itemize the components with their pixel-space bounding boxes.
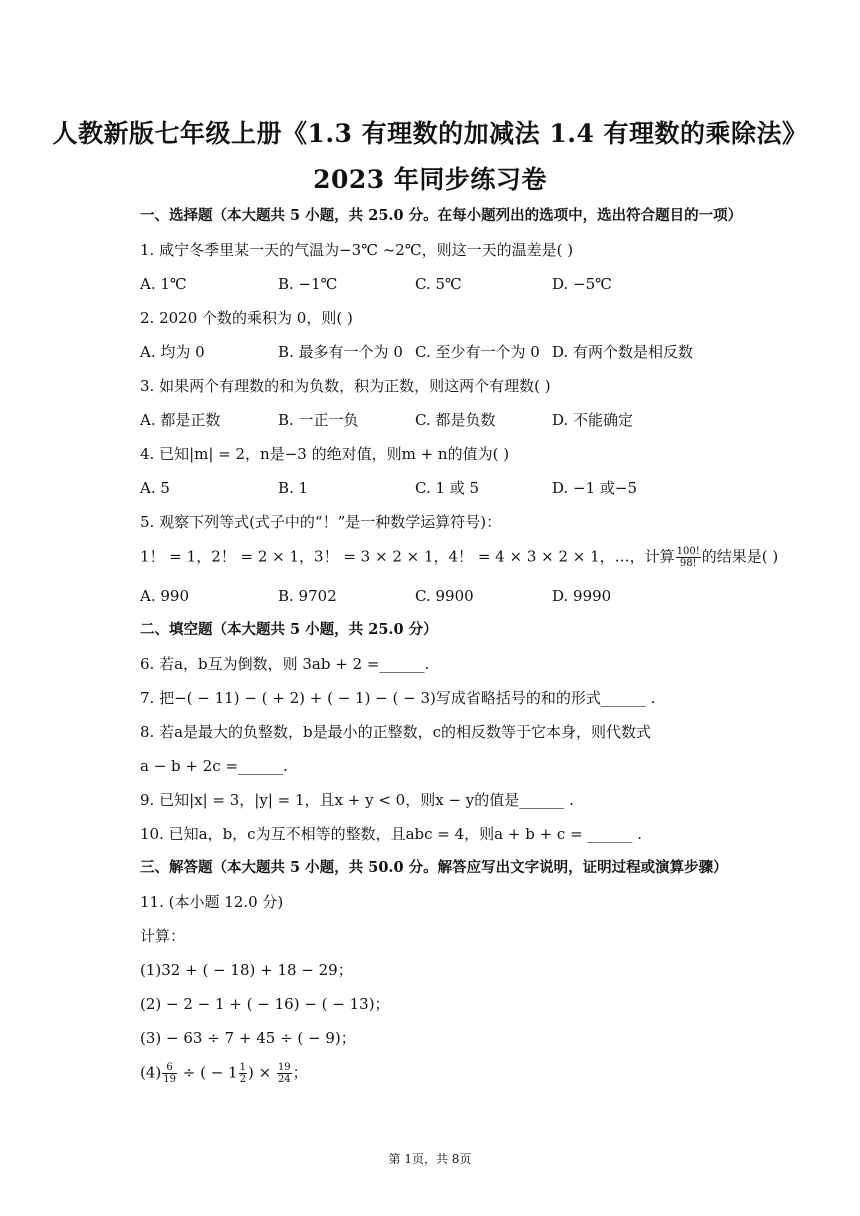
- question-3-option-b: B. 一正一负: [278, 411, 359, 429]
- question-3-option-a: A. 都是正数: [140, 411, 221, 429]
- question-9: 9. 已知|x| = 3，|y| = 1，且x + y < 0，则x − y的值是______ .: [140, 791, 574, 809]
- fraction-denominator: 19: [163, 1074, 176, 1085]
- part-4-mid2: ) ×: [247, 1063, 276, 1082]
- fraction-denominator: 98!: [679, 558, 697, 569]
- question-5-option-a: A. 990: [140, 587, 189, 605]
- question-10: 10. 已知a，b，c为互不相等的整数，且abc = 4，则a + b + c = ______ .: [140, 825, 642, 843]
- fraction: [162, 1062, 177, 1085]
- question-2-option-d: D. 有两个数是相反数: [552, 343, 694, 361]
- fraction-denominator: 2: [239, 1074, 246, 1085]
- question-11-calc-label: 计算：: [140, 927, 186, 945]
- section-solution: 三、解答题（本大题共 5 小题，共 50.0 分。解答应写出文字说明，证明过程或演算步骤）: [140, 859, 728, 876]
- question-1-option-c: C. 5℃: [415, 275, 462, 293]
- fraction-numerator: 19: [277, 1062, 291, 1073]
- question-2-option-b: B. 最多有一个为 0: [278, 343, 403, 361]
- question-4-option-d: D. −1 或−5: [552, 479, 638, 497]
- question-1-option-b: B. −1℃: [278, 275, 338, 293]
- fraction-numerator: 100!: [676, 546, 700, 557]
- question-5-option-d: D. 9990: [552, 587, 612, 605]
- question-5-stem: 5. 观察下列等式(式子中的“！”是一种数学运算符号)：: [140, 513, 502, 531]
- fraction-numerator: 6: [162, 1062, 177, 1074]
- fraction: [277, 1062, 292, 1085]
- question-11-header: 11. (本小题 12.0 分): [140, 893, 284, 911]
- page-subtitle: 2023 年同步练习卷: [313, 165, 547, 194]
- part-4-mid: ÷ ( − 1: [177, 1063, 238, 1082]
- question-4-option-b: B. 1: [278, 479, 309, 497]
- page-footer: 第 1页，共 8页: [388, 1152, 472, 1166]
- page-title: 人教新版七年级上册《1.3 有理数的加减法 1.4 有理数的乘除法》: [52, 119, 808, 148]
- question-11-part-3: (3) − 63 ÷ 7 + 45 ÷ ( − 9)；: [140, 1029, 356, 1047]
- question-1-stem: 1. 咸宁冬季里某一天的气温为−3℃ ~2℃，则这一天的温差是( ): [140, 241, 574, 259]
- fraction-numerator: 1: [239, 1062, 246, 1073]
- fraction: [239, 1062, 247, 1085]
- question-2-option-c: C. 至少有一个为 0: [415, 343, 540, 361]
- question-5-equations-tail: 的结果是( ): [701, 547, 779, 566]
- question-5-equations-text: 1！ = 1，2！ = 2 × 1，3！ = 3 × 2 × 1，4！ = 4 × 3 × 2 × 1，…，计算: [140, 547, 675, 566]
- question-3-option-d: D. 不能确定: [552, 411, 634, 429]
- question-7: 7. 把−( − 11) − ( + 2) + ( − 1) − ( − 3)写成省略括号的和的形式______ .: [140, 689, 656, 707]
- fraction: [676, 546, 701, 569]
- section-multiple-choice: 一、选择题（本大题共 5 小题，共 25.0 分。在每小题列出的选项中，选出符合题目的一项）: [140, 207, 743, 224]
- question-5-equations: [140, 546, 778, 569]
- question-8-line-1: 8. 若a是最大的负整数，b是最小的正整数，c的相反数等于它本身，则代数式: [140, 723, 652, 741]
- question-11-part-2: (2) − 2 − 1 + ( − 16) − ( − 13)；: [140, 995, 390, 1013]
- question-5-option-b: B. 9702: [278, 587, 337, 605]
- question-4-stem: 4. 已知|m| = 2，n是−3 的绝对值，则m + n的值为( ): [140, 445, 510, 463]
- question-1-option-a: A. 1℃: [140, 275, 187, 293]
- question-5-option-c: C. 9900: [415, 587, 474, 605]
- question-2-stem: 2. 2020 个数的乘积为 0，则( ): [140, 309, 353, 327]
- section-fill-in: 二、填空题（本大题共 5 小题，共 25.0 分）: [140, 621, 438, 638]
- part-4-post: ；: [292, 1063, 308, 1082]
- question-11-part-1: (1)32 + ( − 18) + 18 − 29；: [140, 961, 353, 979]
- question-6: 6. 若a，b互为倒数，则 3ab + 2 =______.: [140, 655, 430, 673]
- part-4-prefix: (4): [140, 1063, 162, 1082]
- question-1-option-d: D. −5℃: [552, 275, 612, 293]
- question-11-part-4: [140, 1062, 308, 1085]
- question-8-line-2: a − b + 2c =______.: [140, 757, 288, 775]
- question-2-option-a: A. 均为 0: [140, 343, 205, 361]
- fraction-denominator: 24: [277, 1074, 291, 1085]
- question-4-option-a: A. 5: [140, 479, 170, 497]
- question-3-option-c: C. 都是负数: [415, 411, 496, 429]
- question-3-stem: 3. 如果两个有理数的和为负数，积为正数，则这两个有理数( ): [140, 377, 551, 395]
- question-4-option-c: C. 1 或 5: [415, 479, 480, 497]
